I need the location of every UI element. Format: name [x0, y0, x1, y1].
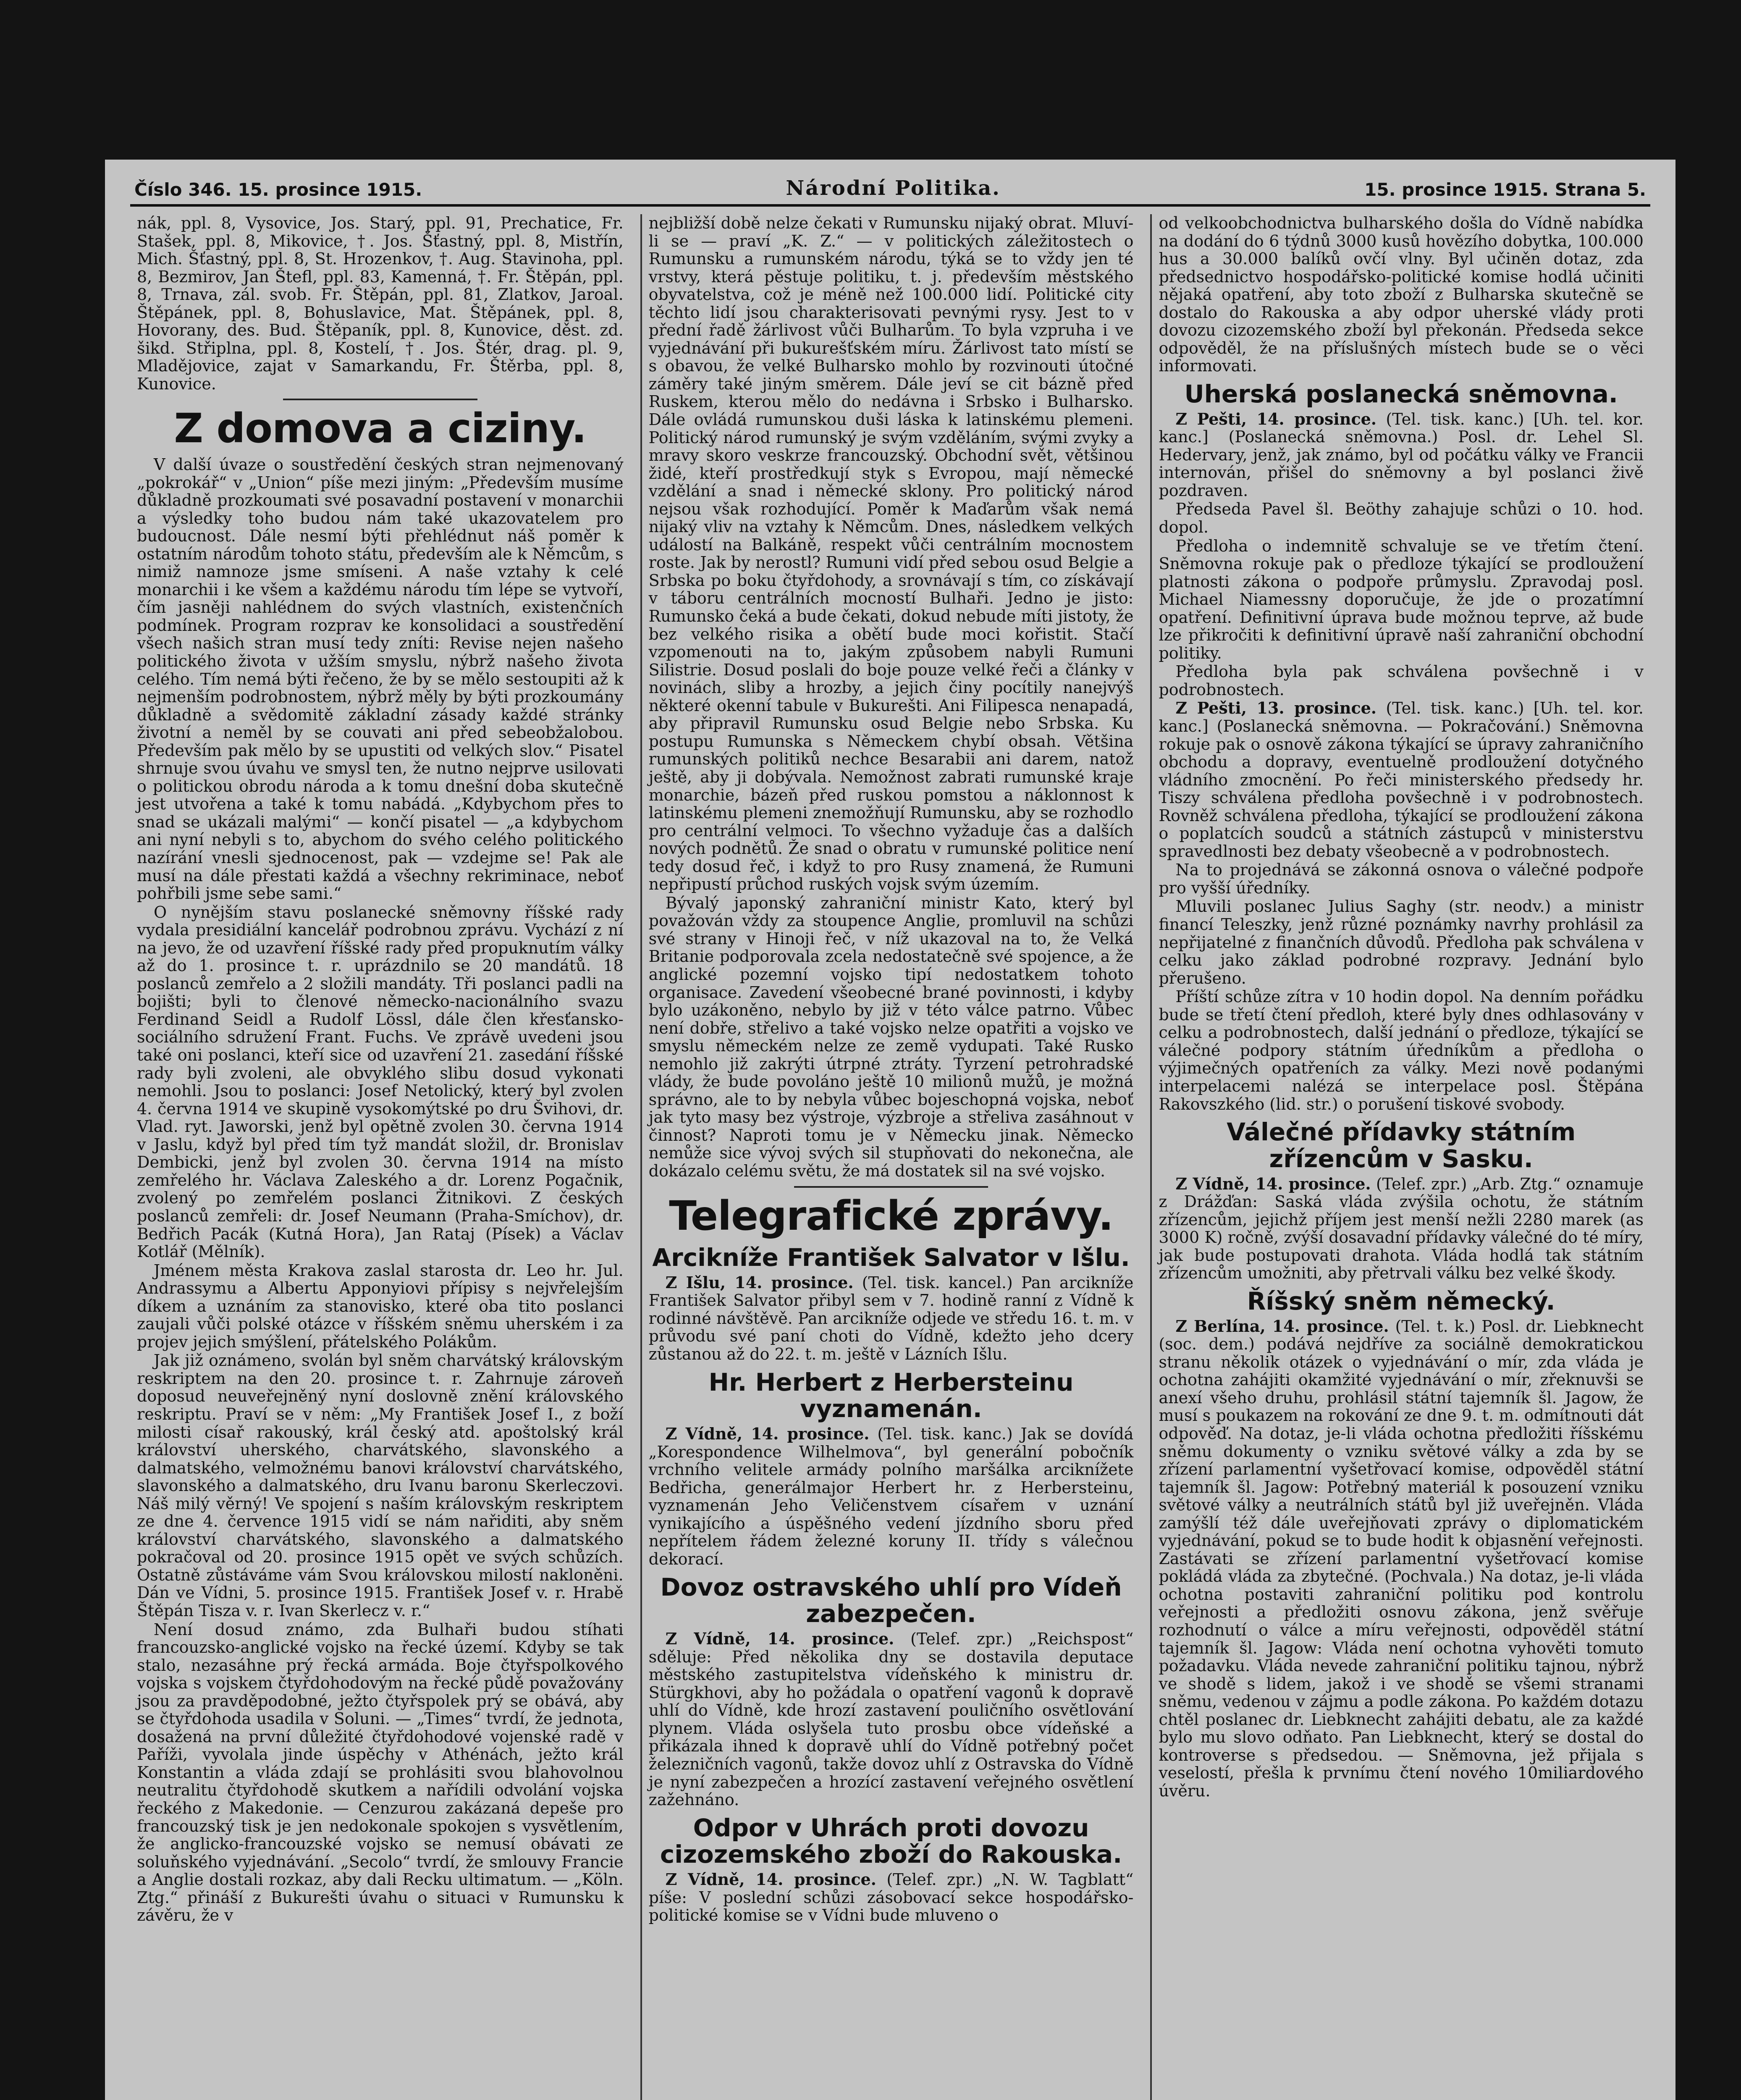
page-header: [130, 176, 1650, 207]
article-paragraph: Předloha byla pak schválena povšechně i v podrobnostech.: [1159, 662, 1644, 699]
divider: [283, 399, 477, 400]
dateline: Z Vídně, 14. prosince.: [665, 1870, 876, 1889]
column-2: [640, 214, 1141, 2100]
article-text: (Telef. zpr.) „Arb. Ztg.“ oznamuje z Drážďan: Saská vláda zvýšila ochotu, že státním zřízencům, jejichž příjem jest menší nežli 2280 marek (as 3000 K) ročně, zvýší dosavadní přídavky válečné do té míry, jak bude postupovati drahota. Vláda hodlá tak státním zřízencům umožniti, aby přetrvali válku bez velké škody.: [1159, 1174, 1644, 1283]
columns: [130, 214, 1650, 2100]
dateline: Z Vídně, 14. prosince.: [1175, 1174, 1371, 1193]
article-paragraph: od velkoobchodnictva bulharského došla do Vídně nabídka na dodání do 6 týdnů 3000 kusů hovězího dobytka, 100.000 hus a 30.000 balíků ovčí vlny. Byl učiněn dotaz, zda předsednictvo hospodářsko-politické komise hodlá učiniti nějaká opatření, aby toto zboží z Bulharska skutečně se dostalo do Rakouska a aby odpor uherské vlády proti dovozu cizozemského zboží byl překonán. Předseda sekce odpověděl, že na příslušných místech bude se o věci informovati.: [1159, 214, 1644, 375]
article-heading: Odpor v Uhrách proti dovozu cizozemského zboží do Rakouska.: [660, 1813, 1122, 1869]
article-heading: Hr. Herbert z Herbersteinu vyznamenán.: [708, 1368, 1074, 1423]
dateline: Z Išlu, 14. prosince.: [665, 1273, 854, 1292]
dateline: Z Pešti, 14. prosince.: [1175, 409, 1377, 428]
article-text: (Tel. tisk. kancel.) Pan arcikníže František Salvator přibyl sem v 7. hodině ranní z Vídně k rodinné návštěvě. Pan arcikníže odjede ve středu 16. t. m. v průvodu své paní choti do Vídně, kdežto jeho dcery zůstanou až do 22. t. m. ještě v Lázních Išlu.: [648, 1273, 1134, 1364]
article-paragraph: O nynějším stavu poslanecké sněmovny říšské rady vydala presidiální kancelář podrobnou zprávu. Vychází z ní na jevo, že od uzavření říšské rady před propuknutím války až do 1. prosince t. r. uprázdnilo se 20 mandátů. 18 poslanců zemřelo a 2 složili mandáty. Tři poslanci padli na bojišti; byli to členové německo-nacionálního svazu Ferdinand Seidl a Rudolf Lössl, dále člen křesťansko-sociálního sdružení Frant. Fuchs. Ve zprávě uvedeni jsou také oni poslanci, kteří sice od uzavření 21. zasedání říšské rady byli zvoleni, ale obvyklého slibu dosud vykonati nemohli. Jsou to poslanci: Josef Netolický, který byl zvolen 4. června 1914 ve skupině vysokomýtské po dru Švihovi, dr. Vlad. ryt. Jaworski, jenž byl opětně zvolen 30. června 1914 v Jaslu, když byl před tím tyž mandát složil, dr. Bronislav Dembicki, jenž byl zvolen 30. června 1914 na místo zemřelého hr. Václava Zaleského a dr. Lorenz Pogačnik, zvolený po zemřelém poslanci Žitnikovi. Z českých poslanců zemřeli: dr. Josef Neumann (Praha-Smíchov), dr. Bedřich Pacák (Kutná Hora), Jan Rataj (Písek) a Václav Kotlář (Mělník).: [137, 903, 624, 1261]
issue-info: Číslo 346. 15. prosince 1915.: [134, 179, 422, 200]
article-heading: Dovoz ostravského uhlí pro Vídeň zabezpečen.: [660, 1572, 1122, 1628]
dateline: Z Vídně, 14. prosince.: [665, 1629, 894, 1648]
article-paragraph: Jak již oznámeno, svolán byl sněm charvátský královským reskriptem na den 20. prosince t. r. Zahrnuje zároveň doposud neuveřejněný nyní doslovně znění královského reskriptu. Praví se v něm: „My František Josef I., z boží milosti císař rakouský, král český atd. apoštolský král království uherského, charvátského, slavonského a dalmatského, velmožnému banovi království charvátského, slavonského a dalmatského, dru Ivanu baronu Skerleczovi. Náš milý věrný! Ve spojení s naším královským reskriptem ze dne 4. července 1915 vidí se nám nařiditi, aby sněm království charvátského, slavonského a dalmatského pokračoval od 20. prosince 1915 opět ve svých schůzích. Ostatně zůstáváme vám Svou královskou milostí nakloněni. Dán ve Vídni, 5. prosince 1915. František Josef v. r. Hrabě Štěpán Tisza v. r. Ivan Skerlecz v. r.“: [137, 1351, 624, 1620]
article-paragraph: Bývalý japonský zahraniční ministr Kato, který byl považován vždy za stoupence Anglie, promluvil na schůzi své strany v Hinoji řeč, v níž ukazoval na to, že Velká Britanie podporovala zcela nedostatečně své spojence, a že anglické pozemní vojsko tipí nedostatkem tohoto organisace. Zavedení všeobecné brané povinnosti, i kdyby bylo uzákoněno, nebylo by již v této válce patrno. Vůbec není dobře, střelivo a také vojsko nelze opatřiti a vojsko ve smyslu německém nelze ze země vydupati. Také Rusko nemohlo již zakrýti útrpné ztráty. Tyrzení petrohradské vlády, že bude povoláno ještě 10 milionů mužů, je možná správno, ale to by nebyla vůbec bojeschopná vojska, neboť jak tyto masy bez výstroje, výzbroje a střeliva zasáhnout v činnost? Naproti tomu je v Německu jinak. Německo nemůže sice vývoj svých sil stupňovati do nekonečna, ale dokázalo celému světu, že má dostatek sil na své vojsko.: [648, 893, 1134, 1180]
column-1: [130, 214, 630, 2100]
article-text: (Telef. zpr.) „Reichspost“ sděluje: Před několika dny se dostavila deputace městského zastupitelstva vídeňského k ministru dr. Stürgkhovi, aby ho požádala o opatření vagonů k dopravě uhlí do Vídně, kde hrozí zastavení pouličního osvětlování plynem. Vláda oslyšela tuto prosbu obce vídeňské a přikázala ihned k dopravě uhlí do Vídně potřebný počet železničních vagonů, takže dovoz uhlí z Ostravska do Vídně je nyní zabezpečen a hrozící zastavení veřejného osvětlení zažehnáno.: [648, 1630, 1134, 1809]
article-paragraph: Mluvili poslanec Julius Saghy (str. neodv.) a ministr financí Teleszky, jenž různé poznámky navrhy prohlásil za nepřijatelné z finančních důvodů. Předloha pak schválena v celku jako základ podrobné rozpravy. Jednání bylo přerušeno.: [1159, 897, 1644, 987]
masthead: Národní Politika.: [786, 176, 1001, 200]
section-heading-telegraph: Telegrafické zprávy.: [669, 1192, 1113, 1239]
casualty-list: nák, ppl. 8, Vysovice, Jos. Starý, ppl. 91, Prechatice, Fr. Stašek, ppl. 8, Mikovice, †. Jos. Šťastný, ppl. 8, Mistřín, Mich. Šťastný, ppl. 8, St. Hrozenkov, †. Aug. Stavinoha, ppl. 8, Bezmirov, Jan Štefl, ppl. 83, Kamenná, †. Fr. Štěpán, ppl. 8, Trnava, zál. svob. Fr. Štěpán, ppl. 81, Zlatkov, Jaroal. Štěpánek, ppl. 8, Bohuslavice, Mat. Štěpánek, ppl. 8, Hovorany, des. Bud. Štěpaník, ppl. 8, Kunovice, děst. zd. šikd. Střiplna, ppl. 8, Kostelí, †. Jos. Štér, drag. pl. 9, Mladějovice, zajat v Samarkandu, Fr. Štěrba, ppl. 8, Kunovice.: [137, 214, 624, 393]
article-text: (Tel. tisk. kanc.) [Uh. tel. kor. kanc.] (Poslanecká sněmovna. — Pokračování.) Sněmovna rokuje pak o osnově zákona týkající se úpravy zahraničního obchodu a dopravy, eventuelně prodloužení dotyčného vládního zmocnění. Po řeči ministerského předsedy hr. Tiszy schválena předloha povšechně i v podrobnostech. Rovněž schválena předloha, týkající se prodloužení zákona o poplatcích soudců a státních zástupců v ministerstvu spravedlnosti bez debaty všeobecně a v podrobnostech.: [1159, 699, 1644, 861]
article-heading: Válečné přídavky státním zřízencům v Sasku.: [1227, 1118, 1576, 1173]
article-paragraph: Na to projednává se zákonná osnova o válečné podpoře pro vyšší úředníky.: [1159, 861, 1644, 897]
article-paragraph: nejbližší době nelze čekati v Rumunsku nijaký obrat. Mluví-li se — praví „K. Z.“ — v politických záležitostech o Rumunsku a rumunském národu, týká se to vždy jen té vrstvy, která pěstuje politiku, t. j. především městského obyvatelstva, což je méně než 100.000 lidí. Politické city těchto lidí jsou charakterisovati pevnými rysy. Jest to v přední řadě žárlivost vůči Bulharům. To byla vzpruha i ve vyjednávání při bukurešťském míru. Žárlivost tato místí se s obavou, že velké Bulharsko mohlo by rozvinouti útočné záměry také jiným směrem. Dále jeví se cit bázně před Ruskem, kterou mělo do nedávna i Srbsko i Bulharsko. Dále ovládá rumunskou duši láska k latinskému plemeni. Politický národ rumunský je svým vzděláním, svými zvyky a mravy skoro veskrze francouzský. Obchodní svět, většinou židé, kteří prostředkují styk s Evropou, mají německé vzdělání a snad i německé sklony. Pro politický národ nejsou však rozhodující. Poměr k Maďarům však nemá nijaký vliv na vztahy k Němcům. Dnes, následkem velkých událostí na Balkáně, respekt vůči centrálním mocnostem roste. Jak by nerostl? Rumuni vidí před sebou osud Belgie a Srbska po boku čtyřdohody, a srovnávají s tím, co získávají v táboru centrálních mocností Bulhaři. Jedno je jisto: Rumunsko čeká a bude čekati, dokud nebude míti jistoty, že bez velkého risika a obětí bude moci kořistit. Stačí vzpomenouti na to, jakým způsobem nabyli Rumuni Silistrie. Dosud poslali do boje pouze velké řeči a články v novinách, sliby a hrozby, a jejich činy pocítily nanejvýš některé okenní tabule v Bukurešti. Ani Filipesca nenapadá, aby připravil Rumunsku osud Belgie nebo Srbska. Ku postupu Rumunska s Německem chybí obsah. Většina rumunských politiků nechce Besarabii ani darem, natož ještě, aby ji dobývala. Nemožnost zabrati rumunské kraje monarchie, bázeň před ruskou pomstou a náklonnost k latinskému plemeni znemožňují Rumunsku, aby se rozhodlo pro centrální velmoci. To všechno vyžaduje čas a dalších nových podnětů. Že snad o obratu v rumunské politice není tedy dosud řeč, i když to pro Rusy znamená, že Rumuni nepřipustí průchod ruských vojsk svým územím.: [648, 214, 1134, 894]
article-paragraph: Příští schůze zítra v 10 hodin dopol. Na denním pořádku bude se třetí čtení předloh, které byly dnes odhlasovány v celku a podrobnostech, další jednání o předloze, týkající se válečné podpory státním úředníkům a předloha o výjimečných opatřeních za války. Mezi nově podanými interpelacemi nalézá se interpelace posl. Štěpána Rakovszkého (lid. str.) o porušení tiskové svobody.: [1159, 987, 1644, 1113]
article-paragraph: Jménem města Krakova zaslal starosta dr. Leo hr. Jul. Andrassymu a Albertu Apponyiovi přípisy s nejvřelejším díkem a uznáním za stanovisko, které oba tito poslanci zaujali vůči polské otázce v říšském sněmu uherském i za projev jejich smýšlení, přátelského Polákům.: [137, 1261, 624, 1351]
article-paragraph: Předseda Pavel šl. Beöthy zahajuje schůzi o 10. hod. dopol.: [1159, 500, 1644, 536]
section-heading-domestic: Z domova a ciziny.: [174, 405, 587, 452]
dateline: Z Vídně, 14. prosince.: [665, 1424, 870, 1444]
divider: [794, 1186, 988, 1188]
article-heading: Arcikníže František Salvator v Išlu.: [652, 1243, 1130, 1272]
article-paragraph: V další úvaze o soustředění českých stran nejmenovaný „pokrokář“ v „Union“ píše mezi jiným: „Především musíme důkladně prozkoumati své posavadní postavení v monarchii a výsledky toho budou nám také ukazovatelem pro budoucnost. Dále nesmí býti přehlédnut náš poměr k ostatním národům tohoto státu, především ale k Němcům, s nimiž namnoze jsme smíseni. A naše vztahy k celé monarchii i ke všem a každému národu tím lépe se vytvoří, čím jasněji nahlédnem do svých vlastních, existenčních podmínek. Program rozprav ke konsolidaci a soustředění všech našich stran musí tedy zníti: Revise nejen našeho politického života v užším smyslu, nýbrž našeho života celého. Tím nemá býti řečeno, že by se mělo sestoupiti až k nejmenším podrobnostem, nýbrž měly by býti prozkoumány důkladně a svědomitě základní zásady každé stránky životní a neměl by se couvati ani před sebeobžalobou. Především pak mělo by se upustiti od velkých slov.“ Pisatel shrnuje svou úvahu ve smysl ten, že nutno nejprve usilovati o politickou obrodu národa a k tomu dnešní doba skutečně jest utvořena a také k tomu nabádá. „Kdybychom přes to snad se ukázali malými“ — končí pisatel — „a kdybychom ani nyní nebyli s to, abychom do svého celého politického nazírání vnesli sjednocenost, pak — vzdejme se! Pak ale musí na dále přestati každá a všechny rekriminace, neboť pohřbili jsme sebe sami.“: [137, 455, 624, 903]
article-paragraph: Předloha o indemnitě schvaluje se ve třetím čtení. Sněmovna rokuje pak o předloze týkající se prodloužení platnosti zákona o podpoře průmyslu. Zpravodaj posl. Michael Niamessny doporučuje, že jde o prozatímní opatření. Definitivní úprava bude možnou teprve, až bude lze přikročiti k definitivní úpravě naší zahraniční obchodní politiky.: [1159, 536, 1644, 662]
article-text: (Tel. tisk. kanc.) Jak se dovídá „Korespondence Wilhelmova“, byl generální pobočník vrchního velitele armády polního maršálka arciknížete Bedřicha, generálmajor Herbert hr. z Herbersteinu, vyznamenán Jeho Veličenstvem císařem v uznání vynikajícího a úspěšného vedení jízdního sboru před nepřítelem řádem železné koruny II. třídy s válečnou dekorací.: [648, 1425, 1134, 1568]
dateline: Z Berlína, 14. prosince.: [1175, 1316, 1389, 1336]
article-text: (Telef. zpr.) „N. W. Tagblatt“ píše: V poslední schůzi zásobovací sekce hospodářsko-politické komise se v Vídni bude mluveno o: [648, 1870, 1134, 1925]
newspaper-page: [105, 160, 1675, 2100]
article-text: (Tel. tisk. kanc.) [Uh. tel. kor. kanc.] (Poslanecká sněmovna.) Posl. dr. Lehel Sl. Hedervary, jenž, jak známo, byl od počátku války ve Francii internován, přišel do sněmovny a byl poslanci živě pozdraven.: [1159, 410, 1644, 500]
article-text: (Tel. t. k.) Posl. dr. Liebknecht (soc. dem.) podává nejdříve za sociálně demokratickou stranu několik otázek o vyjednávání o mír, zda vláda je ochotna zahájiti okamžité vyjednávání o mír, zřeknuvši se anexí všeho druhu, prohlásil státní tajemník šl. Jagow, že musí s poukazem na rokování ze dne 9. t. m. odmítnouti dát odpověď. Na dotaz, je-li vláda ochotna předložiti říšskému sněmu dokumenty o vzniku světové války a zda by se zřízení parlamentní vyšetřovací komise, odpověděl státní tajemník šl. Jagow: Potřebný materiál k posouzení vzniku světové války a neutrálních států byl již uveřejněn. Vláda zamýšlí též dále uveřejňovati zprávy o diplomatickém vyjednávání, pokud se to bude hodit k objasnění veřejnosti. Zastávati se zřízení parlamentní vyšetřovací komise pokládá vláda za zbytečné. (Pochvala.) Na dotaz, je-li vláda ochotna postaviti zahraniční politiku pod kontrolu veřejnosti a předložiti osnovu zákona, jenž svěřuje rozhodnutí o válce a míru veřejnosti, odpověděl státní tajemník šl. Jagow: Vláda není ochotna vyhověti tomuto požadavku. Vláda nevede zahraniční politiku tajnou, nýbrž ve shodě s lidem, jakož i ve shodě se všemi stranami sněmu, vedenou v zájmu a podle zákona. Po každém dotazu chtěl poslanec dr. Liebknecht zahájiti debatu, ale za každé bylo mu slovo odňato. Pan Liebknecht, který se dostal do kontroverse s předsedou. — Sněmovna, jež přijala s veselostí, přešla k prvnímu čtení nového 10miliardového úvěru.: [1159, 1317, 1644, 1800]
dateline: Z Pešti, 13. prosince.: [1175, 698, 1377, 718]
article-heading: Říšský sněm německý.: [1247, 1286, 1555, 1315]
article-paragraph: Není dosud známo, zda Bulhaři budou stíhati francouzsko-anglické vojsko na řecké území. Kdyby se tak stalo, nezasáhne prý řecká armáda. Boje čtyřspolkového vojska s vojskem čtyřdohodovým na řecké půdě považovány jsou za pravděpodobné, ježto čtyřspolek prý se obává, aby se čtyřdohoda usadila v Soluni. — „Times“ tvrdí, že jednota, dosažená na první důležité čtyřdohodové vojenské radě v Paříži, vyvolala jinde úspěchy v Athénách, ježto král Konstantin a vláda zdají se prohlásiti svou blahovolnou neutralitu čtyřdohodě skutkem a nařídili odvolání vojska řeckého z Makedonie. — Cenzurou zakázaná depeše pro francouzský tisk je jen nedokonale spokojen s vysvětlením, že anglicko-francouzské vojsko se nemusí obávati ze soluňského vyjednávání. „Secolo“ tvrdí, že smlouvy Francie a Anglie dostali rozkaz, aby dali Recku ultimatum. — „Köln. Ztg.“ přináší z Bukurešti úvahu o situaci v Rumunsku k závěru, že v: [137, 1620, 624, 1925]
column-3: [1150, 214, 1650, 2100]
page-info: 15. prosince 1915. Strana 5.: [1364, 179, 1646, 200]
article-heading: Uherská poslanecká sněmovna.: [1184, 379, 1618, 408]
